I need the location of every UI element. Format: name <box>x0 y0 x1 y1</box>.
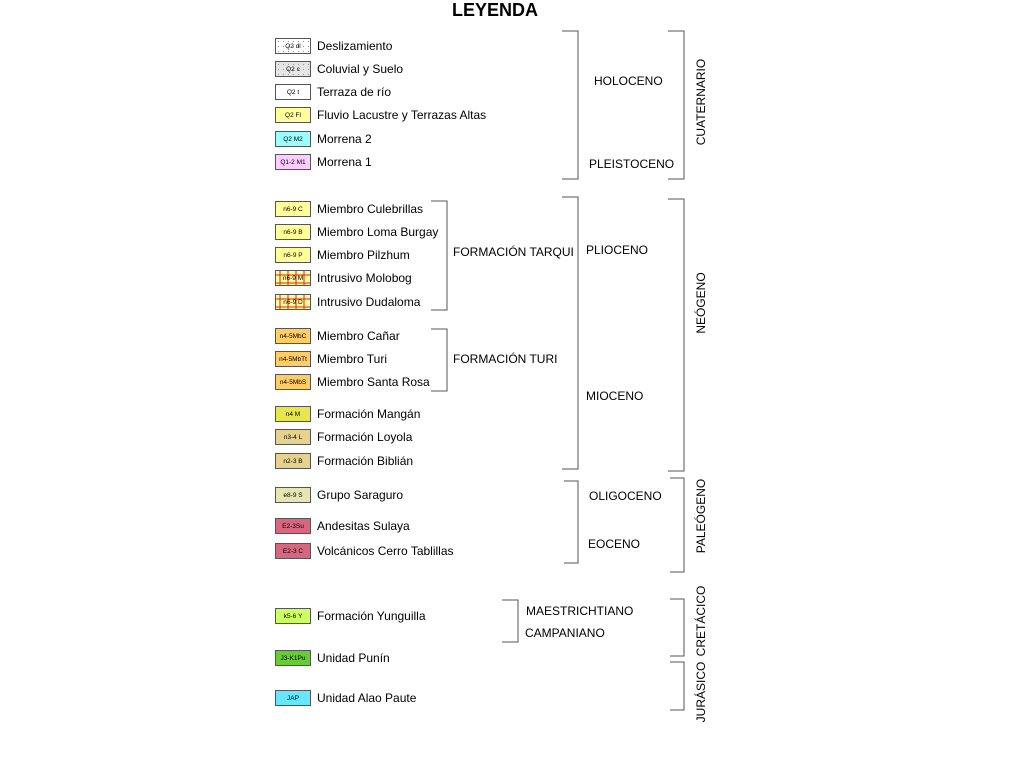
legend-swatch: E2-3 C <box>275 543 311 559</box>
epoch-holoceno: HOLOCENO <box>594 74 663 88</box>
legend-swatch: n6-9 M <box>275 270 311 286</box>
legend-swatch: n4-5MbC <box>275 328 311 344</box>
bracket-neogeno <box>668 199 684 471</box>
bracket-turi <box>431 329 447 391</box>
legend-label: Miembro Cañar <box>317 329 400 343</box>
legend-swatch: Q1-2 M1 <box>275 154 311 170</box>
legend-label: Volcánicos Cerro Tablillas <box>317 544 454 558</box>
legend-swatch: Q2 c <box>275 61 311 77</box>
legend-swatch: k5-6 Y <box>275 608 311 624</box>
epoch-plioceno: PLIOCENO <box>586 243 649 257</box>
legend-label: Formación Mangán <box>317 407 421 421</box>
legend-swatch: Q2 dl <box>275 38 311 54</box>
legend-swatch: n4-5MbTt <box>275 351 311 367</box>
legend-label: Unidad Alao Paute <box>317 691 417 705</box>
legend-swatch: JAP <box>275 690 311 706</box>
legend-swatch: e8-9 S <box>275 487 311 503</box>
legend-swatch: n6-9 D <box>275 294 311 310</box>
formation-turi-label: FORMACIÓN TURI <box>453 352 558 366</box>
legend-label: Formación Yunguilla <box>317 609 426 623</box>
legend-swatch: n6-9 C <box>275 201 311 217</box>
bracket-quaternary-epochs <box>562 31 578 179</box>
legend-label: Fluvio Lacustre y Terrazas Altas <box>317 108 487 122</box>
legend-label: Deslizamiento <box>317 39 393 53</box>
formation-tarqui-label: FORMACIÓN TARQUI <box>453 245 574 259</box>
legend-swatch: n6-9 B <box>275 224 311 240</box>
legend-swatch: n4 M <box>275 406 311 422</box>
legend-label: Morrena 1 <box>317 155 372 169</box>
legend-swatch: n6-9 P <box>275 247 311 263</box>
bracket-cretacico <box>670 599 684 656</box>
period-cuaternario: CUATERNARIO <box>694 58 708 146</box>
period-paleogeno: PALEÓGENO <box>694 478 708 554</box>
legend-label: Coluvial y Suelo <box>317 62 404 76</box>
legend-label: Miembro Turi <box>317 352 388 366</box>
legend-label: Miembro Loma Burgay <box>317 225 439 239</box>
bracket-cretaceous-stages <box>502 600 518 642</box>
legend-label: Morrena 2 <box>317 132 372 146</box>
bracket-paleogeno <box>670 478 684 572</box>
legend-swatch: Q2 t <box>275 84 311 100</box>
epoch-oligoceno: OLIGOCENO <box>589 489 662 503</box>
bracket-jurasico <box>670 662 684 710</box>
period-cretacico: CRETÁCICO <box>694 585 708 657</box>
bracket-tarqui <box>431 201 447 310</box>
legend-swatch: n3-4 L <box>275 429 311 445</box>
legend-label: Miembro Culebrillas <box>317 202 424 216</box>
legend-label: Miembro Santa Rosa <box>317 375 430 389</box>
epoch-eoceno: EOCENO <box>588 537 641 551</box>
legend-label: Miembro Pilzhum <box>317 248 410 262</box>
period-neogeno: NEÓGENO <box>694 272 708 334</box>
bracket-neogene-epochs <box>562 197 578 469</box>
legend-title: LEYENDA <box>451 0 538 20</box>
legend-label: Andesitas Sulaya <box>317 519 410 533</box>
legend-swatch: n2-3 B <box>275 453 311 469</box>
legend-label: Formación Loyola <box>317 430 413 444</box>
epoch-mioceno: MIOCENO <box>586 389 644 403</box>
legend-label: Grupo Saraguro <box>317 488 404 502</box>
stage-maestrichtiano: MAESTRICHTIANO <box>526 604 634 618</box>
legend-label: Terraza de río <box>317 85 392 99</box>
legend-label: Unidad Punín <box>317 651 390 665</box>
legend-swatch: Q2 Fl <box>275 107 311 123</box>
legend-swatch: E2-3Su <box>275 518 311 534</box>
epoch-pleistoceno: PLEISTOCENO <box>589 157 675 171</box>
legend-label: Intrusivo Dudaloma <box>317 295 421 309</box>
stage-campaniano: CAMPANIANO <box>525 626 605 640</box>
legend-swatch: J3-K1Pu <box>275 650 311 666</box>
bracket-paleogene-epochs <box>564 481 578 563</box>
legend-label: Formación Biblián <box>317 454 414 468</box>
legend-swatch: Q2 M2 <box>275 131 311 147</box>
legend-label: Intrusivo Molobog <box>317 271 412 285</box>
period-jurasico: JURÁSICO <box>694 661 708 723</box>
legend-swatch: n4-5MbS <box>275 374 311 390</box>
